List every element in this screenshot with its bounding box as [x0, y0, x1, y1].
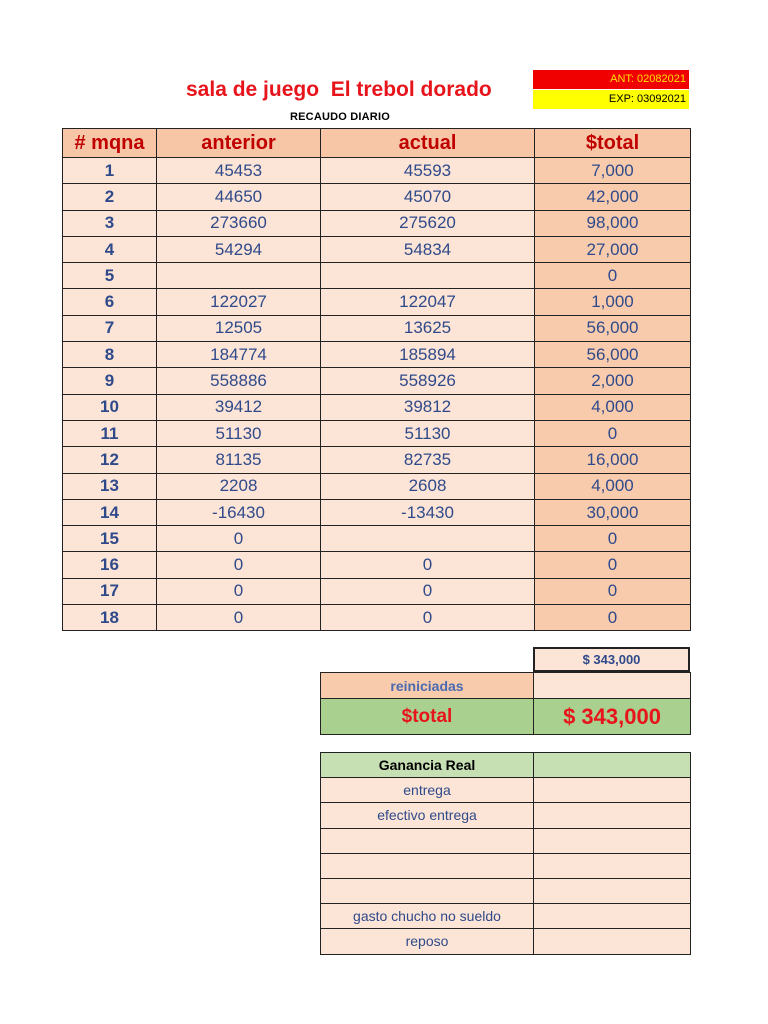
- anterior-cell: 273660: [157, 210, 321, 236]
- anterior-cell: 39412: [157, 394, 321, 420]
- exp-date-tag: EXP: 03092021: [533, 90, 689, 109]
- actual-cell: 0: [321, 578, 535, 604]
- actual-cell: 185894: [321, 342, 535, 368]
- actual-cell: 0: [321, 552, 535, 578]
- table-row: [63, 263, 691, 289]
- subtotal-cell: $ 343,000: [533, 647, 690, 672]
- anterior-cell: 54294: [157, 236, 321, 262]
- recaudo-table: [62, 128, 691, 631]
- table-row: [63, 342, 691, 368]
- total-cell: 56,000: [535, 342, 691, 368]
- table-row: [63, 315, 691, 341]
- ganancia-label: [321, 828, 534, 853]
- mqna-cell: 11: [63, 420, 157, 446]
- table-row: [63, 578, 691, 604]
- total-value: $ 343,000: [534, 699, 691, 735]
- actual-cell: 51130: [321, 420, 535, 446]
- mqna-cell: 13: [63, 473, 157, 499]
- anterior-cell: 2208: [157, 473, 321, 499]
- sheet-subtitle: RECAUDO DIARIO: [290, 111, 390, 123]
- anterior-cell: 558886: [157, 368, 321, 394]
- total-cell: 16,000: [535, 447, 691, 473]
- ganancia-row: [321, 828, 691, 853]
- ganancia-row: [321, 878, 691, 903]
- total-cell: 7,000: [535, 158, 691, 184]
- actual-cell: 13625: [321, 315, 535, 341]
- mqna-cell: 2: [63, 184, 157, 210]
- total-label: $total: [321, 699, 534, 735]
- table-row: [63, 526, 691, 552]
- reiniciadas-label: reiniciadas: [321, 673, 534, 699]
- total-cell: 2,000: [535, 368, 691, 394]
- mqna-cell: 3: [63, 210, 157, 236]
- total-cell: 98,000: [535, 210, 691, 236]
- col-header-anterior: anterior: [157, 129, 321, 158]
- total-cell: 27,000: [535, 236, 691, 262]
- table-row: [63, 473, 691, 499]
- total-cell: 42,000: [535, 184, 691, 210]
- total-cell: 4,000: [535, 473, 691, 499]
- ganancia-header-row: [321, 753, 691, 778]
- ganancia-table: [320, 752, 691, 955]
- ganancia-value: [534, 929, 691, 954]
- total-cell: 0: [535, 605, 691, 631]
- mqna-cell: 14: [63, 499, 157, 525]
- total-cell: 4,000: [535, 394, 691, 420]
- reiniciadas-row: [321, 673, 691, 699]
- ganancia-header: Ganancia Real: [321, 753, 534, 778]
- total-cell: 0: [535, 263, 691, 289]
- sheet-title: sala de juego El trebol dorado: [186, 78, 492, 101]
- table-row: [63, 210, 691, 236]
- ganancia-value: [534, 904, 691, 929]
- total-cell: 0: [535, 420, 691, 446]
- table-row: [63, 605, 691, 631]
- table-row: [63, 447, 691, 473]
- anterior-cell: 184774: [157, 342, 321, 368]
- total-table: [320, 672, 691, 735]
- total-cell: 1,000: [535, 289, 691, 315]
- ant-date-tag: ANT: 02082021: [533, 70, 689, 89]
- ganancia-value: [534, 828, 691, 853]
- actual-cell: 82735: [321, 447, 535, 473]
- total-cell: 30,000: [535, 499, 691, 525]
- actual-cell: 2608: [321, 473, 535, 499]
- col-header-mqna: # mqna: [63, 129, 157, 158]
- anterior-cell: 0: [157, 552, 321, 578]
- mqna-cell: 7: [63, 315, 157, 341]
- total-cell: 0: [535, 552, 691, 578]
- mqna-cell: 5: [63, 263, 157, 289]
- mqna-cell: 8: [63, 342, 157, 368]
- actual-cell: [321, 526, 535, 552]
- ganancia-row: [321, 803, 691, 828]
- table-row: [63, 420, 691, 446]
- ganancia-value: [534, 778, 691, 803]
- ganancia-label: entrega: [321, 778, 534, 803]
- anterior-cell: 0: [157, 605, 321, 631]
- mqna-cell: 10: [63, 394, 157, 420]
- ganancia-value: [534, 878, 691, 903]
- anterior-cell: 0: [157, 578, 321, 604]
- ganancia-label: gasto chucho no sueldo: [321, 904, 534, 929]
- actual-cell: 39812: [321, 394, 535, 420]
- ganancia-label: reposo: [321, 929, 534, 954]
- ganancia-label: efectivo entrega: [321, 803, 534, 828]
- ganancia-label: [321, 878, 534, 903]
- table-header-row: [63, 129, 691, 158]
- col-header-actual: actual: [321, 129, 535, 158]
- mqna-cell: 12: [63, 447, 157, 473]
- table-row: [63, 394, 691, 420]
- anterior-cell: 81135: [157, 447, 321, 473]
- table-row: [63, 368, 691, 394]
- anterior-cell: 122027: [157, 289, 321, 315]
- actual-cell: 275620: [321, 210, 535, 236]
- ganancia-row: [321, 904, 691, 929]
- anterior-cell: -16430: [157, 499, 321, 525]
- anterior-cell: 0: [157, 526, 321, 552]
- total-cell: 56,000: [535, 315, 691, 341]
- actual-cell: [321, 263, 535, 289]
- mqna-cell: 9: [63, 368, 157, 394]
- anterior-cell: 12505: [157, 315, 321, 341]
- total-cell: 0: [535, 578, 691, 604]
- ganancia-row: [321, 929, 691, 954]
- mqna-cell: 15: [63, 526, 157, 552]
- ganancia-value: [534, 803, 691, 828]
- ganancia-row: [321, 778, 691, 803]
- ganancia-header-value: [534, 753, 691, 778]
- anterior-cell: 51130: [157, 420, 321, 446]
- anterior-cell: [157, 263, 321, 289]
- table-row: [63, 552, 691, 578]
- ganancia-value: [534, 853, 691, 878]
- actual-cell: 45070: [321, 184, 535, 210]
- mqna-cell: 18: [63, 605, 157, 631]
- ganancia-label: [321, 853, 534, 878]
- table-row: [63, 289, 691, 315]
- actual-cell: 45593: [321, 158, 535, 184]
- actual-cell: 122047: [321, 289, 535, 315]
- table-row: [63, 236, 691, 262]
- actual-cell: -13430: [321, 499, 535, 525]
- col-header-total: $total: [535, 129, 691, 158]
- actual-cell: 0: [321, 605, 535, 631]
- mqna-cell: 4: [63, 236, 157, 262]
- table-row: [63, 184, 691, 210]
- reiniciadas-value: [534, 673, 691, 699]
- actual-cell: 54834: [321, 236, 535, 262]
- ganancia-row: [321, 853, 691, 878]
- mqna-cell: 1: [63, 158, 157, 184]
- table-row: [63, 499, 691, 525]
- table-row: [63, 158, 691, 184]
- mqna-cell: 17: [63, 578, 157, 604]
- total-cell: 0: [535, 526, 691, 552]
- actual-cell: 558926: [321, 368, 535, 394]
- mqna-cell: 6: [63, 289, 157, 315]
- mqna-cell: 16: [63, 552, 157, 578]
- anterior-cell: 45453: [157, 158, 321, 184]
- total-row: [321, 699, 691, 735]
- anterior-cell: 44650: [157, 184, 321, 210]
